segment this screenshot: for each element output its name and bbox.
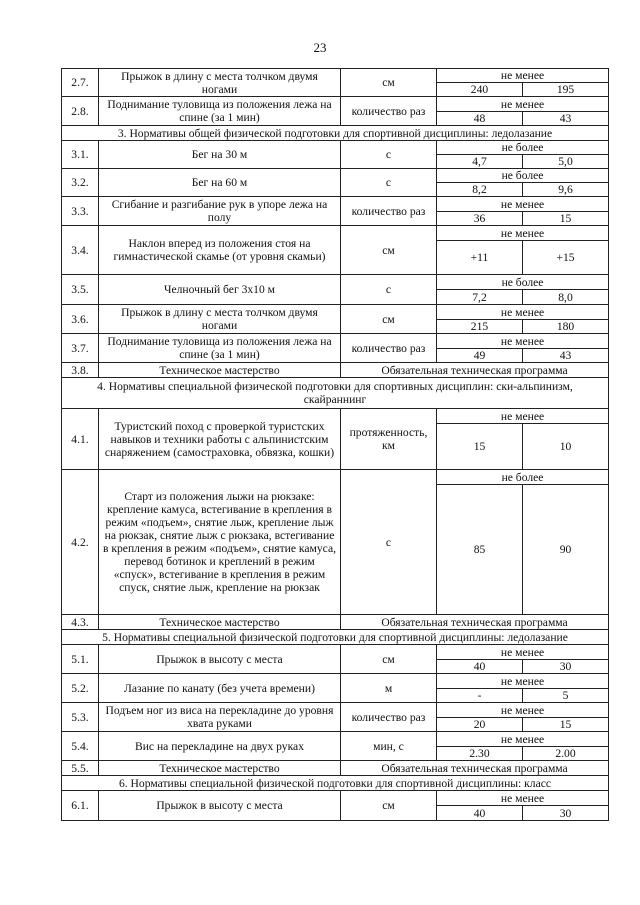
mastery-requirement: Обязательная техническая программа [341,363,609,378]
norm-name: Бег на 60 м [99,169,341,197]
value-boys: 85 [437,485,523,615]
value-boys: 36 [437,212,523,226]
value-girls: 90 [523,485,609,615]
value-girls: 43 [523,112,609,126]
norm-name: Прыжок в высоту с места [99,645,341,674]
threshold-label: не менее [437,69,609,83]
value-boys: 2.30 [437,747,523,761]
unit: протяженность, км [341,409,437,470]
value-boys: 40 [437,660,523,674]
table-row [62,409,609,424]
row-number: 5.3. [62,703,99,732]
value-girls: 2.00 [523,747,609,761]
table-row [62,615,609,630]
unit: с [341,141,437,169]
page-number: 23 [313,40,327,55]
value-boys: +11 [437,241,523,275]
value-girls: 9,6 [523,183,609,197]
value-girls: 30 [523,660,609,674]
value-boys: 215 [437,320,523,334]
norm-name: Бег на 30 м [99,141,341,169]
unit: количество раз [341,334,437,363]
unit: см [341,645,437,674]
section-title: 5. Нормативы специальной физической подготовки для спортивной дисциплины: ледолазание [62,630,609,645]
table-row [62,761,609,776]
threshold-label: не менее [437,334,609,349]
value-boys: 4,7 [437,155,523,169]
table-row [62,197,609,212]
row-number: 3.7. [62,334,99,363]
norms-table [61,68,609,821]
norm-name: Прыжок в длину с места толчком двумя ногами [99,305,341,334]
row-number: 3.1. [62,141,99,169]
section-title: 6. Нормативы специальной физической подготовки для спортивной дисциплины: класс [62,776,609,791]
row-number: 3.4. [62,226,99,275]
unit: см [341,305,437,334]
value-girls: 5 [523,689,609,703]
table-row [62,141,609,155]
value-boys: 15 [437,424,523,470]
table-row [62,226,609,241]
row-number: 2.8. [62,97,99,126]
threshold-label: не менее [437,645,609,660]
row-number: 5.2. [62,674,99,703]
norm-name: Сгибание и разгибание рук в упоре лежа на полу [99,197,341,226]
mastery-requirement: Обязательная техническая программа [341,761,609,776]
table-row [62,791,609,806]
norm-name: Прыжок в длину с места толчком двумя ногами [99,69,341,97]
row-number: 3.5. [62,275,99,305]
row-number: 6.1. [62,791,99,821]
table-row [62,334,609,349]
unit: с [341,169,437,197]
norm-name: Челночный бег 3х10 м [99,275,341,305]
norm-name: Прыжок в высоту с места [99,791,341,821]
row-number: 3.3. [62,197,99,226]
norm-name: Техническое мастерство [99,761,341,776]
threshold-label: не менее [437,732,609,747]
value-boys: 240 [437,83,523,97]
row-number: 5.4. [62,732,99,761]
threshold-label: не более [437,275,609,290]
unit: количество раз [341,197,437,226]
table-row [62,69,609,83]
norm-name: Подъем ног из виса на перекладине до уровня хвата руками [99,703,341,732]
norm-name: Техническое мастерство [99,363,341,378]
value-boys: 8,2 [437,183,523,197]
row-number: 4.2. [62,470,99,615]
table-row [62,470,609,485]
unit: см [341,69,437,97]
row-number: 3.8. [62,363,99,378]
value-boys: - [437,689,523,703]
threshold-label: не менее [437,409,609,424]
row-number: 3.6. [62,305,99,334]
threshold-label: не более [437,169,609,183]
norm-name: Поднимание туловища из положения лежа на спине (за 1 мин) [99,334,341,363]
value-girls: 10 [523,424,609,470]
threshold-label: не менее [437,305,609,320]
value-girls: 195 [523,83,609,97]
unit: мин, с [341,732,437,761]
value-girls: 180 [523,320,609,334]
table-row [62,645,609,660]
unit: см [341,791,437,821]
value-girls: 43 [523,349,609,363]
unit: с [341,470,437,615]
value-girls: 8,0 [523,290,609,305]
threshold-label: не менее [437,197,609,212]
threshold-label: не более [437,470,609,485]
norm-name: Наклон вперед из положения стоя на гимнастической скамье (от уровня скамьи) [99,226,341,275]
value-girls: 15 [523,718,609,732]
row-number: 2.7. [62,69,99,97]
row-number: 5.5. [62,761,99,776]
table-row [62,703,609,718]
unit: см [341,226,437,275]
unit: м [341,674,437,703]
section-title: 3. Нормативы общей физической подготовки для спортивной дисциплины: ледолазание [62,126,609,141]
threshold-label: не менее [437,674,609,689]
section-header-row [62,378,609,409]
value-boys: 48 [437,112,523,126]
row-number: 4.1. [62,409,99,470]
table-row [62,674,609,689]
row-number: 4.3. [62,615,99,630]
norm-name: Техническое мастерство [99,615,341,630]
unit: количество раз [341,97,437,126]
row-number: 5.1. [62,645,99,674]
table-row [62,97,609,112]
threshold-label: не менее [437,791,609,806]
value-girls: 5,0 [523,155,609,169]
norm-name: Туристский поход с проверкой туристских навыков и техники работы с альпинистским снаряжением (самостраховка, обвязка, кошки) [99,409,341,470]
table-row [62,275,609,290]
value-boys: 49 [437,349,523,363]
section-header-row [62,630,609,645]
unit: с [341,275,437,305]
unit: количество раз [341,703,437,732]
table-row [62,305,609,320]
value-girls: 15 [523,212,609,226]
value-girls: +15 [523,241,609,275]
threshold-label: не менее [437,97,609,112]
table-row [62,732,609,747]
row-number: 3.2. [62,169,99,197]
table-row [62,363,609,378]
threshold-label: не более [437,141,609,155]
section-header-row [62,126,609,141]
norm-name: Старт из положения лыжи на рюкзаке: крепление камуса, встегивание в крепления в режим «подъем», снятие лыж, крепление лыж на рюкзак, снятие лыж с рюкзака, встегивание в крепления в режим «подъем», снятие камуса, перевод ботинок и креплений в режим «спуск», встегивание в крепления в режим спуск, снятие лыж, крепление на рюкзак [99,470,341,615]
threshold-label: не менее [437,703,609,718]
value-boys: 7,2 [437,290,523,305]
norm-name: Вис на перекладине на двух руках [99,732,341,761]
threshold-label: не менее [437,226,609,241]
section-title: 4. Нормативы специальной физической подготовки для спортивных дисциплин: ски-альпинизм, скайраннинг [62,378,609,409]
value-girls: 30 [523,806,609,821]
value-boys: 40 [437,806,523,821]
norm-name: Поднимание туловища из положения лежа на спине (за 1 мин) [99,97,341,126]
value-boys: 20 [437,718,523,732]
section-header-row [62,776,609,791]
norm-name: Лазание по канату (без учета времени) [99,674,341,703]
mastery-requirement: Обязательная техническая программа [341,615,609,630]
table-row [62,169,609,183]
